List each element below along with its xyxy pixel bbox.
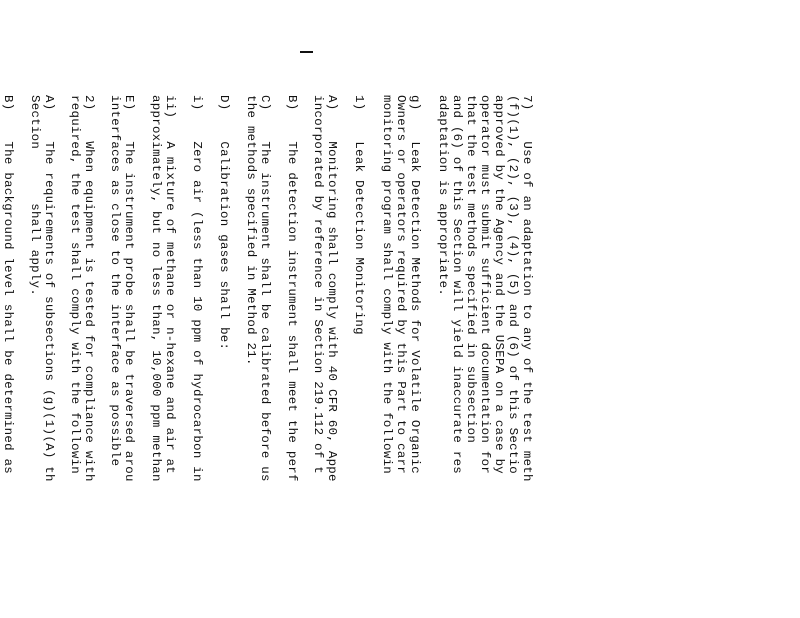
text-line-l10: monitoring program shall comply with the followin <box>380 95 394 475</box>
text-line-l12: A) Monitoring shall comply with 40 CFR 60, Appe <box>325 95 339 482</box>
text-line-l07: adaptation is appropriate. <box>436 95 450 297</box>
text-line-l04: operator must submit sufficient documentation for <box>478 95 492 475</box>
text-line-l22: interfaces as close to the interface as possible <box>108 95 122 467</box>
text-line-l15: C) The instrument shall be calibrated before us <box>258 95 272 482</box>
text-line-l21: E) The instrument probe shall be traversed arou <box>122 95 136 482</box>
text-line-l17: D) Calibration gases shall be: <box>217 95 231 351</box>
text-line-l11: 1) Leak Detection Monitoring <box>352 95 366 335</box>
text-line-l13: incorporated by reference in Section 219.112 of t <box>311 95 325 475</box>
text-line-l05: that the test methods specified in subsection <box>464 95 478 444</box>
text-line-l25: A) The requirements of subsections (g)(1)(A) th <box>42 95 56 482</box>
text-line-l09: Owners or operators required by this Part to carr <box>394 95 408 475</box>
text-line-l08: g) Leak Detection Methods for Volatile Organic <box>408 95 422 475</box>
text-line-l18: i) Zero air (less than 10 ppm of hydrocarbon in <box>190 95 204 482</box>
text-line-l02: (f)(1), (2), (3), (4), (5) and (6) of this Sectio <box>506 95 520 475</box>
text-line-l06: and (6) of this Section will yield inaccurate res <box>450 95 464 475</box>
text-line-l20: approximately, but no less than, 10,000 ppm methan <box>149 95 163 482</box>
text-line-l24: required, the test shall comply with the followin <box>68 95 82 475</box>
text-line-l14: B) The detection instrument shall meet the perf <box>285 95 299 482</box>
text-line-l19: ii) A mixture of methane or n-hexane and air at <box>163 95 177 475</box>
text-line-l27: B) The background level shall be determined as <box>1 95 15 475</box>
text-line-l26: Section shall apply. <box>28 95 42 297</box>
text-line-l03: approved by the Agency and the USEPA on a case by <box>492 95 506 475</box>
text-line-l16: the methods specified in Method 21. <box>244 95 258 366</box>
text-line-l01: 7) Use of an adaptation to any of the test meth <box>520 95 534 482</box>
text-line-l23: 2) When equipment is tested for compliance with <box>82 95 96 482</box>
